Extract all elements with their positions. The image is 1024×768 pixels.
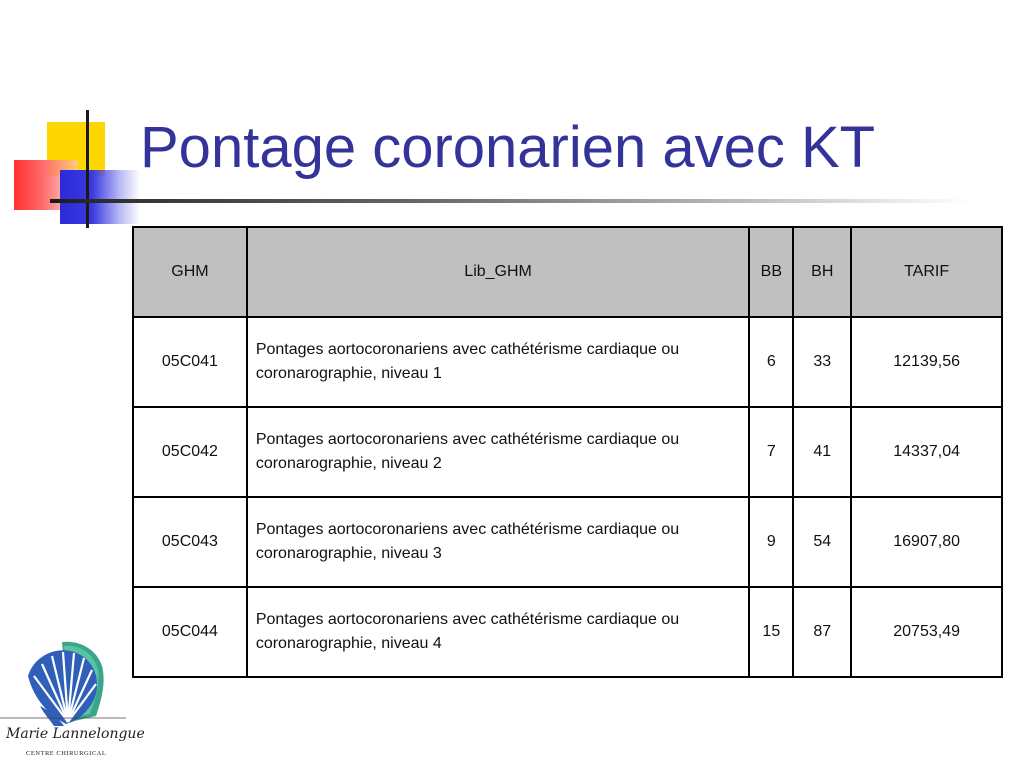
blue-square-decoration [60,170,140,224]
table-header-row [133,227,1002,317]
corner-decoration [0,0,160,240]
cell-bb: 15 [749,587,793,677]
cell-bh: 87 [793,587,851,677]
shell-logo-icon [0,636,132,726]
cell-lib-ghm: Pontages aortocoronariens avec cathétérisme cardiaque ou coronarographie, niveau 1 [247,317,750,407]
header-bh: BH [793,227,851,317]
cell-bb: 9 [749,497,793,587]
cell-tarif: 20753,49 [851,587,1002,677]
logo-subtitle: CENTRE CHIRURGICAL [26,750,107,757]
table-row [133,587,1002,677]
cell-tarif: 12139,56 [851,317,1002,407]
title-underline-rule [50,199,970,203]
header-bb: BB [749,227,793,317]
logo-name: Marie Lannelongue [6,726,145,742]
ghm-table [132,226,1003,678]
cell-ghm: 05C041 [133,317,247,407]
cell-tarif: 14337,04 [851,407,1002,497]
cell-bb: 7 [749,407,793,497]
cell-bh: 54 [793,497,851,587]
cell-bh: 33 [793,317,851,407]
cell-tarif: 16907,80 [851,497,1002,587]
cell-lib-ghm: Pontages aortocoronariens avec cathétérisme cardiaque ou coronarographie, niveau 4 [247,587,750,677]
header-ghm: GHM [133,227,247,317]
header-lib-ghm: Lib_GHM [247,227,750,317]
marie-lannelongue-logo [0,636,145,764]
table-row [133,317,1002,407]
table-row [133,407,1002,497]
table-row [133,497,1002,587]
cell-ghm: 05C044 [133,587,247,677]
vertical-rule-decoration [86,110,89,228]
cell-bh: 41 [793,407,851,497]
cell-ghm: 05C042 [133,407,247,497]
cell-bb: 6 [749,317,793,407]
header-tarif: TARIF [851,227,1002,317]
cell-lib-ghm: Pontages aortocoronariens avec cathétérisme cardiaque ou coronarographie, niveau 3 [247,497,750,587]
cell-ghm: 05C043 [133,497,247,587]
slide-title: Pontage coronarien avec KT [140,115,876,180]
cell-lib-ghm: Pontages aortocoronariens avec cathétérisme cardiaque ou coronarographie, niveau 2 [247,407,750,497]
